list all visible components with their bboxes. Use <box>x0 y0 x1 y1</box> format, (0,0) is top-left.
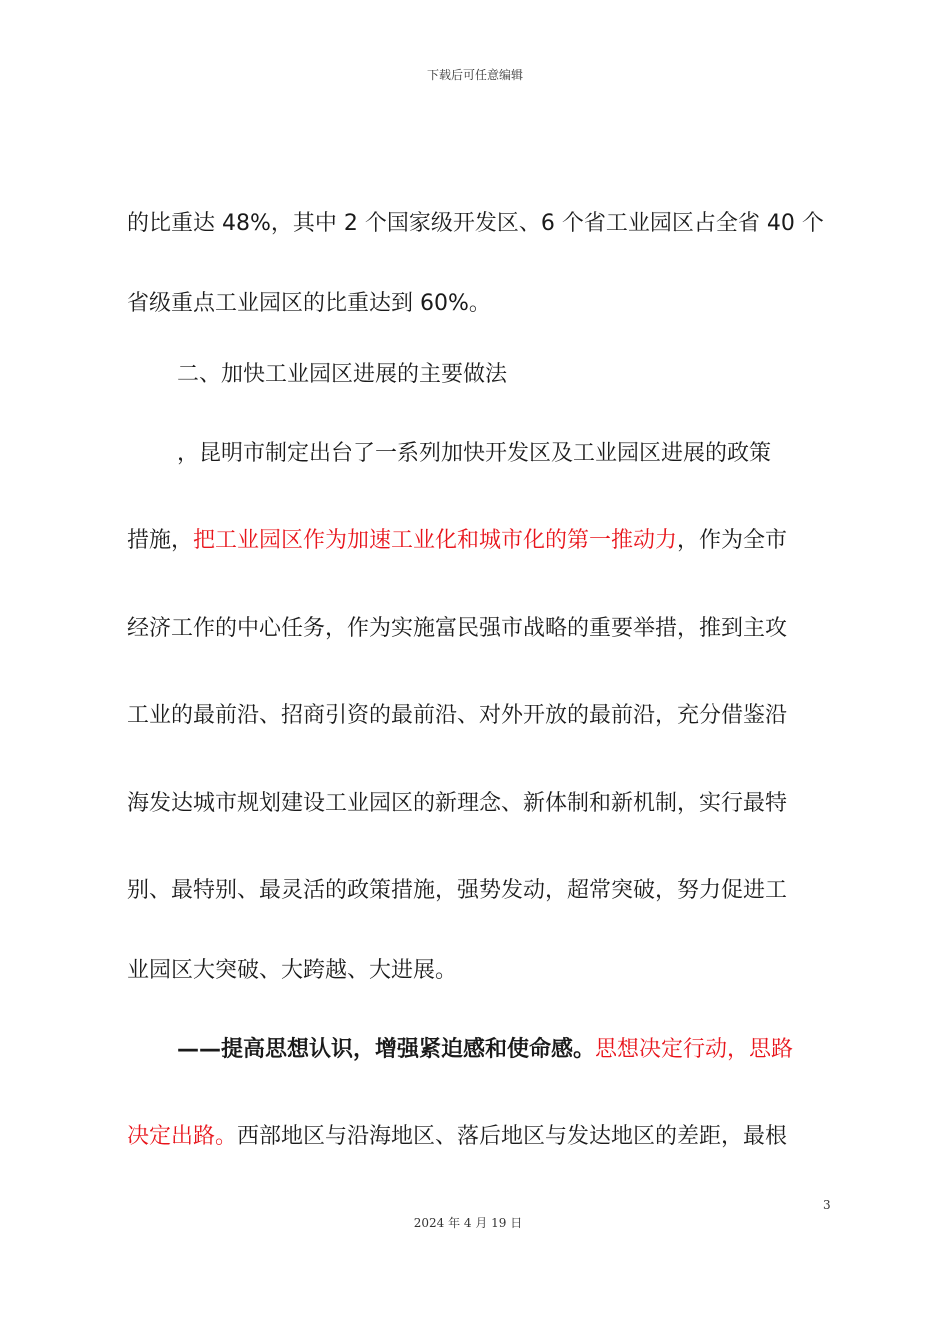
paragraph-2-line-3: 经济工作的中心任务，作为实施富民强市战略的重要举措，推到主攻 <box>127 615 788 641</box>
p2-line2-start: 措施， <box>127 528 194 553</box>
page-header: 下载后可任意编辑 <box>426 68 523 82</box>
paragraph-1-line-2: 省级重点工业园区的比重达到 60%。 <box>127 290 491 316</box>
p3-line2-end: 西部地区与沿海地区、落后地区与发达地区的差距，最根 <box>237 1124 788 1149</box>
paragraph-2-line-6: 别、最特别、最灵活的政策措施，强势发动，超常突破，努力促进工 <box>127 878 788 903</box>
footer-date: 2024 年 4 月 19 日 <box>413 1216 523 1230</box>
paragraph-2-line-2 <box>127 497 833 585</box>
paragraph-2-line-1: ，昆明市制定出台了一系列加快开发区及工业园区进展的政策 <box>177 440 772 466</box>
paragraph-3-line-1 <box>127 1006 833 1094</box>
p2-highlight-text: 把工业园区作为加速工业化和城市化的第一推动力 <box>193 528 678 553</box>
page-number: 3 <box>823 1198 831 1212</box>
p3-highlight-text-2: 决定出路。 <box>127 1124 238 1149</box>
p3-highlight-text-1: 思想决定行动，思路 <box>595 1036 794 1062</box>
paragraph-2-line-5: 海发达城市规划建设工业园区的新理念、新体制和新机制，实行最特 <box>127 790 788 816</box>
document-body <box>127 180 833 1181</box>
section-heading: 二、加快工业园区进展的主要做法 <box>177 361 508 387</box>
paragraph-3-line-2 <box>127 1093 833 1181</box>
paragraph-2-line-4: 工业的最前沿、招商引资的最前沿、对外开放的最前沿，充分借鉴沿 <box>127 703 788 728</box>
paragraph-1-line-1: 的比重达 48%，其中 2 个国家级开发区、6 个省工业园区占全省 40 个 <box>127 211 824 236</box>
p2-line2-end: ，作为全市 <box>677 528 788 553</box>
paragraph-2-line-7: 业园区大突破、大跨越、大进展。 <box>127 957 458 983</box>
p3-bold-heading: ——提高思想认识，增强紧迫感和使命感。 <box>177 1036 596 1062</box>
